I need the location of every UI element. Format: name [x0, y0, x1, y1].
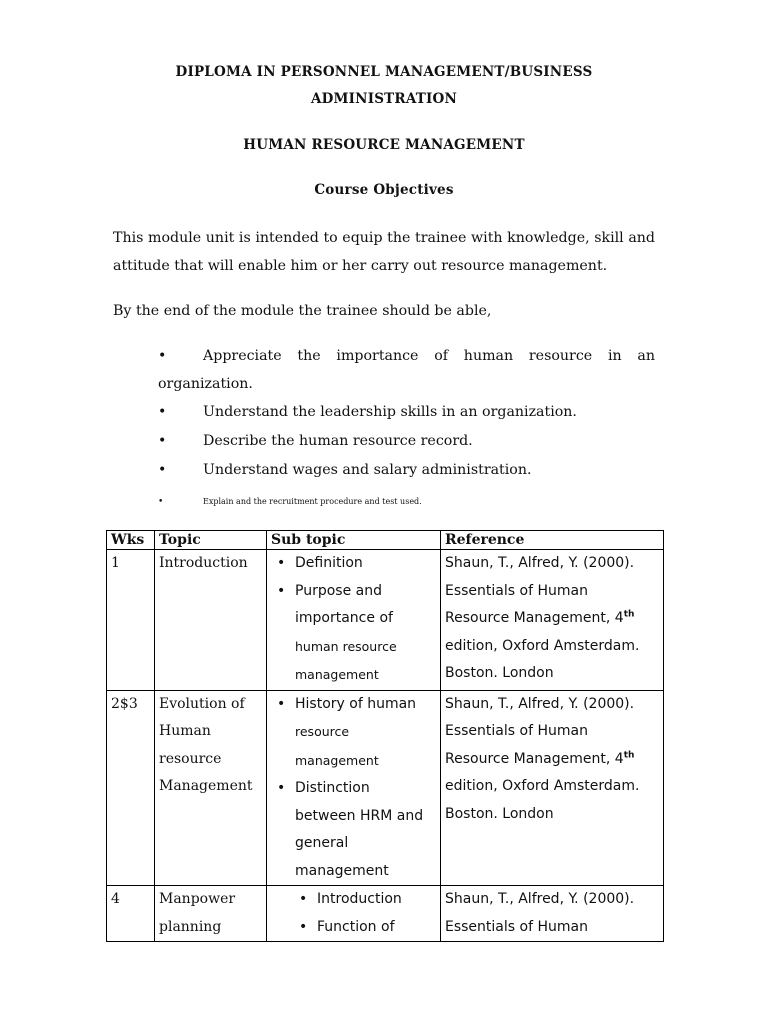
bullet-icon: • [158, 348, 167, 364]
objective-item [158, 427, 655, 455]
objective-item [158, 456, 655, 484]
reference-text: Essentials of Human [445, 582, 588, 599]
topic-text: resource [159, 750, 222, 767]
reference-text: Shaun, T., Alfred, Y. (2000). [445, 695, 635, 712]
cell-topic [155, 550, 267, 691]
intro-paragraph: This module unit is intended to equip the trainee with knowledge, skill and attitude that will enable him or her carry out resource management. [113, 230, 655, 274]
subtopic-item [271, 914, 436, 942]
subtopic-text: Introduction [317, 891, 402, 907]
bullet-icon: • [158, 433, 167, 449]
subtopic-text: management [295, 752, 379, 768]
subtopic-item [271, 886, 436, 914]
table-header-row [107, 531, 664, 550]
topic-text: Introduction [159, 555, 248, 571]
subtopic-text: importance of [295, 610, 393, 626]
objective-item [158, 398, 655, 426]
table-row [107, 550, 664, 691]
course-schedule-table [106, 530, 664, 942]
cell-topic [155, 886, 267, 942]
superscript: th [623, 609, 635, 620]
header-topic: Topic [155, 531, 267, 550]
reference-text: Shaun, T., Alfred, Y. (2000). [445, 555, 635, 571]
reference-text: Boston. London [445, 665, 554, 681]
bullet-icon: • [158, 404, 167, 420]
reference-text: Boston. London [445, 805, 554, 822]
reference-text: Resource Management, 4 [445, 610, 624, 626]
week-number: 2$3 [111, 695, 138, 712]
bullet-icon: • [158, 497, 164, 507]
topic-text: Evolution of [159, 695, 245, 712]
topic-text: Human [159, 723, 211, 739]
objective-item-small [158, 496, 655, 508]
table-row [107, 690, 664, 886]
reference-text: Essentials of Human [445, 723, 588, 739]
cell-reference [441, 886, 664, 942]
topic-text: Manpower [159, 891, 236, 907]
week-number: 4 [111, 891, 120, 907]
diploma-title-line1: DIPLOMA IN PERSONNEL MANAGEMENT/BUSINESS [175, 64, 593, 80]
subtopic-item [271, 691, 436, 776]
subtopic-text: management [295, 862, 389, 879]
bullet-icon: • [158, 462, 167, 478]
header-wks: Wks [107, 531, 155, 550]
reference-text: Essentials of Human [445, 918, 588, 935]
reference-text: Resource Management, 4 [445, 750, 624, 767]
cell-subtopic [267, 886, 441, 942]
subtopic-text: Definition [295, 555, 363, 571]
subtopic-item [271, 578, 436, 690]
objective-text: Appreciate the importance of human resource in an organization. [158, 348, 655, 392]
cell-wks [107, 550, 155, 691]
subtopic-item [271, 775, 436, 885]
section-heading: Course Objectives [314, 182, 454, 198]
subtopic-text: management [295, 667, 379, 682]
subtopic-item [271, 550, 436, 578]
objective-text: Understand the leadership skills in an organization. [203, 404, 577, 420]
table-row [107, 886, 664, 942]
objective-text: Describe the human resource record. [203, 433, 473, 449]
cell-subtopic [267, 690, 441, 886]
ability-paragraph: By the end of the module the trainee should be able, [113, 303, 492, 319]
week-number: 1 [111, 555, 120, 571]
cell-reference [441, 550, 664, 691]
cell-wks [107, 690, 155, 886]
objective-item [158, 342, 655, 398]
subtopic-text: between HRM and [295, 807, 424, 824]
subtopic-text: resource [295, 724, 350, 739]
subtopic-text: general [295, 835, 349, 851]
topic-text: planning [159, 918, 222, 935]
subtopic-text: Purpose and [295, 582, 382, 599]
reference-text: edition, Oxford Amsterdam. [445, 778, 640, 794]
subtopic-text: Function of [317, 918, 395, 935]
subtopic-text: Distinction [295, 780, 370, 796]
header-subtopic: Sub topic [267, 531, 441, 550]
cell-wks [107, 886, 155, 942]
topic-text: Management [159, 778, 253, 794]
objective-text: Understand wages and salary administration. [203, 462, 532, 478]
cell-topic [155, 690, 267, 886]
diploma-title-line2: ADMINISTRATION [310, 91, 458, 107]
subtopic-text: human resource [295, 638, 397, 654]
reference-text: Shaun, T., Alfred, Y. (2000). [445, 891, 635, 907]
objective-text: Explain and the recruitment procedure and test used. [203, 497, 422, 506]
subject-title: HUMAN RESOURCE MANAGEMENT [243, 137, 525, 153]
reference-text: edition, Oxford Amsterdam. [445, 637, 640, 654]
cell-subtopic [267, 550, 441, 691]
header-reference: Reference [441, 531, 664, 550]
subtopic-text: History of human [295, 695, 417, 712]
superscript: th [623, 749, 635, 760]
cell-reference [441, 690, 664, 886]
